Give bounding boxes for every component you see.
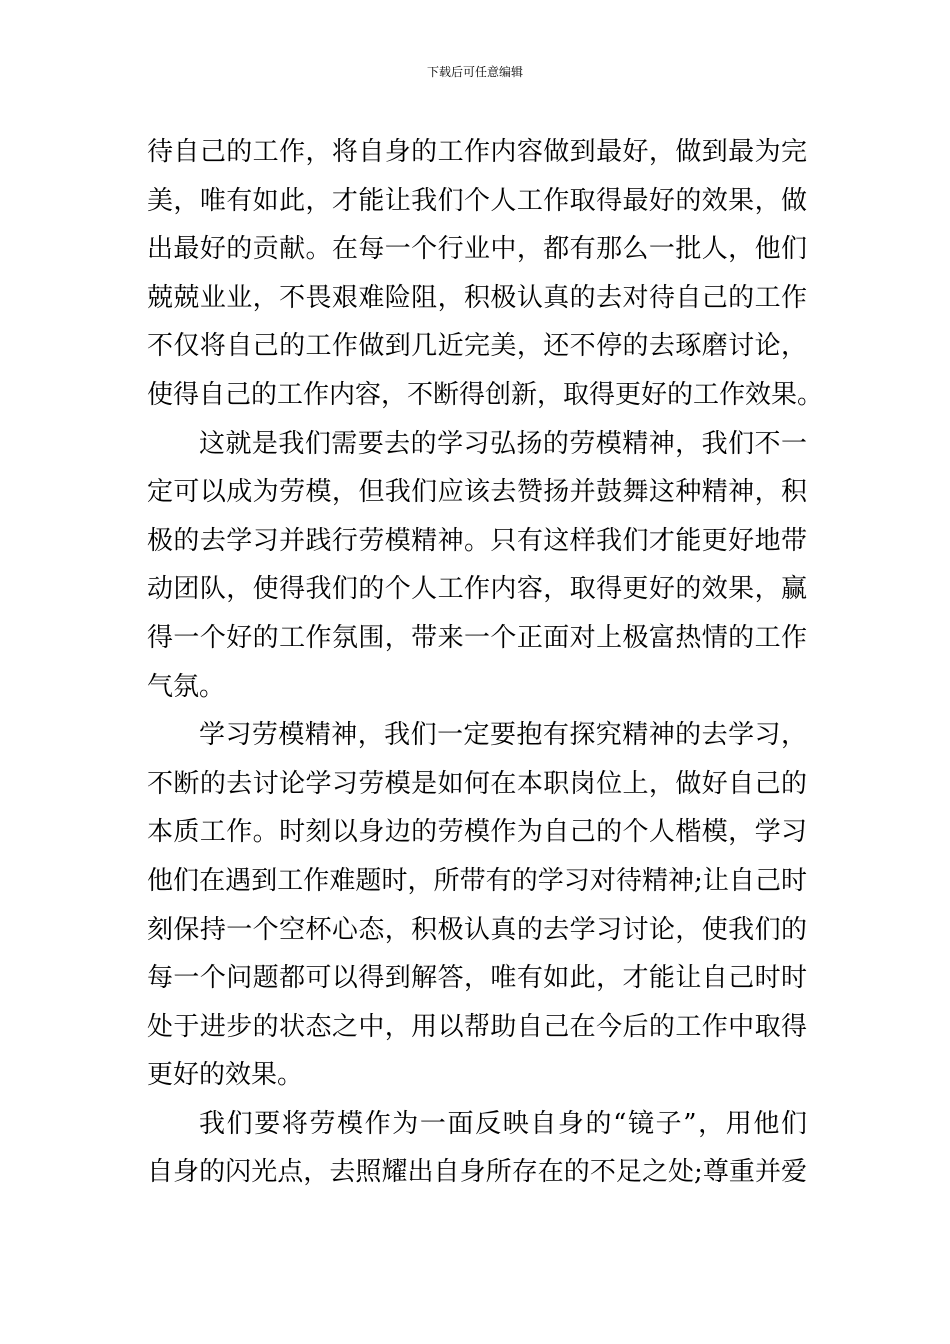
text-line: 学习劳模精神，我们一定要抱有探究精神的去学习， (199, 720, 807, 751)
text-line: 待自己的工作，将自身的工作内容做到最好，做到最为完 (147, 137, 807, 167)
text-line: 气氛。 (147, 671, 226, 702)
text-line: 刻保持一个空杯心态，积极认真的去学习讨论，使我们的 (147, 914, 807, 945)
paragraph (147, 128, 824, 420)
paragraph (147, 711, 807, 1100)
text-line: 出最好的贡献。在每一个行业中，都有那么一批人，他们 (147, 234, 807, 265)
text-line: 兢兢业业，不畏艰难险阻，积极认真的去对待自己的工作 (147, 282, 807, 313)
page-header: 下载后可任意编辑 (426, 65, 523, 79)
text-line: 每一个问题都可以得到解答，唯有如此，才能让自己时时 (147, 963, 807, 994)
text-line: 得一个好的工作氛围，带来一个正面对上极富热情的工作 (147, 622, 807, 653)
text-line: 自身的闪光点，去照耀出自身所存在的不足之处;尊重并爱 (147, 1157, 807, 1188)
document-body (147, 128, 824, 1197)
text-line: 极的去学习并践行劳模精神。只有这样我们才能更好地带 (147, 525, 807, 556)
text-line: 动团队，使得我们的个人工作内容，取得更好的效果，赢 (147, 574, 807, 605)
text-line: 不断的去讨论学习劳模是如何在本职岗位上，做好自己的 (147, 768, 807, 799)
text-line: 更好的效果。 (147, 1060, 304, 1091)
text-line: 使得自己的工作内容，不断得创新，取得更好的工作效果。 (147, 379, 824, 410)
text-line: 这就是我们需要去的学习弘扬的劳模精神，我们不一 (199, 428, 807, 459)
text-line: 本质工作。时刻以身边的劳模作为自己的个人楷模，学习 (147, 817, 807, 848)
paragraph (147, 420, 807, 712)
text-line: 我们要将劳模作为一面反映自身的“镜子”，用他们 (199, 1108, 807, 1139)
text-line: 不仅将自己的工作做到几近完美，还不停的去琢磨讨论， (147, 331, 807, 362)
text-line: 处于进步的状态之中，用以帮助自己在今后的工作中取得 (147, 1011, 807, 1042)
text-line: 他们在遇到工作难题时，所带有的学习对待精神;让自己时 (147, 865, 807, 896)
text-line: 美，唯有如此，才能让我们个人工作取得最好的效果，做 (147, 185, 807, 216)
paragraph (147, 1100, 807, 1197)
text-line: 定可以成为劳模，但我们应该去赞扬并鼓舞这种精神，积 (147, 477, 807, 508)
